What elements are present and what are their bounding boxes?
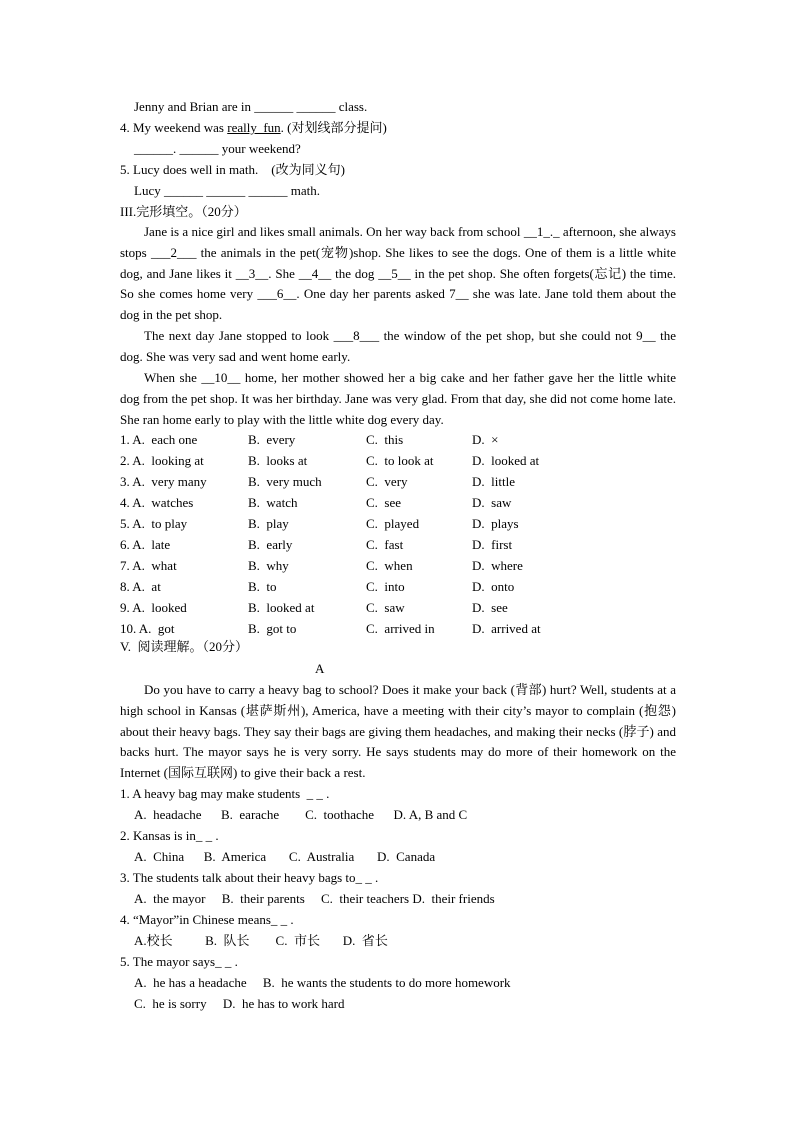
option-d: D. onto	[472, 579, 515, 594]
reading-question: 4. “Mayor”in Chinese means_ _ .	[120, 912, 294, 927]
reading-options: A.校长 B. 队长 C. 市长 D. 省长	[134, 933, 388, 948]
section-5-heading: V. 阅读理解。（20分）	[120, 639, 248, 654]
q4-instruction: . (对划线部分提问)	[280, 120, 387, 135]
reading-passage: Do you have to carry a heavy bag to school? Does it make your back (背部) hurt? Well, students at a high school in Kansas (堪萨斯州), America, have a meeting with their city’s mayor to complain (抱怨) about their heavy bags. They say their bags are giving them headaches, and making their necks (脖子) and backs hurt. The mayor says he is very sorry. He says students may do more of their homework on the Internet (国际互联网) to give their back a rest.	[120, 682, 676, 781]
reading-question: 5. The mayor says_ _ .	[120, 954, 238, 969]
option-d: D. saw	[472, 495, 512, 510]
reading-options: A. China B. America C. Australia D. Canada	[134, 849, 436, 864]
reading-question: 1. A heavy bag may make students _ _ .	[120, 786, 330, 801]
reading-options: C. he is sorry D. he has to work hard	[134, 996, 345, 1011]
option-n: 2. A. looking at	[120, 453, 204, 468]
option-c: C. see	[366, 495, 402, 510]
option-b: B. watch	[248, 495, 298, 510]
reading-options: A. he has a headache B. he wants the students to do more homework	[134, 975, 511, 990]
option-c: C. to look at	[366, 453, 434, 468]
q5-answer-line: Lucy ______ ______ ______ math.	[134, 183, 320, 198]
option-d: D. little	[472, 474, 515, 489]
option-n: 1. A. each one	[120, 432, 198, 447]
option-n: 6. A. late	[120, 537, 171, 552]
option-d: D. first	[472, 537, 513, 552]
option-n: 8. A. at	[120, 579, 161, 594]
option-b: B. to	[248, 579, 277, 594]
cloze-paragraph-3: When she __10__ home, her mother showed her a big cake and her father gave her the little white dog from the pet shop. It was her birthday. Jane was very glad. From that day, she did not come home late. She ran home early to play with the little white dog every day.	[120, 370, 676, 427]
option-b: B. play	[248, 516, 289, 531]
option-n: 9. A. looked	[120, 600, 187, 615]
option-b: B. very much	[248, 474, 322, 489]
reading-question: 3. The students talk about their heavy bags to_ _ .	[120, 870, 379, 885]
option-c: C. when	[366, 558, 413, 573]
question-4	[120, 120, 387, 136]
passage-title: A	[315, 661, 325, 676]
option-c: C. arrived in	[366, 621, 435, 636]
q4-underlined: really fun	[227, 120, 281, 135]
option-d: D. arrived at	[472, 621, 541, 636]
option-b: B. every	[248, 432, 296, 447]
q4-text: 4. My weekend was	[120, 120, 228, 135]
option-n: 10. A. got	[120, 621, 175, 636]
option-n: 7. A. what	[120, 558, 177, 573]
option-c: C. this	[366, 432, 404, 447]
reading-options: A. headache B. earache C. toothache D. A, B and C	[134, 807, 468, 822]
section-3-heading: III.完形填空。（20分）	[120, 204, 247, 219]
option-c: C. very	[366, 474, 408, 489]
option-d: D. ×	[472, 432, 499, 447]
option-n: 4. A. watches	[120, 495, 194, 510]
q4-answer-line: ______. ______ your weekend?	[134, 141, 301, 156]
option-n: 5. A. to play	[120, 516, 188, 531]
option-n: 3. A. very many	[120, 474, 207, 489]
fill-in-line: Jenny and Brian are in ______ ______ class.	[134, 99, 368, 114]
reading-question: 2. Kansas is in_ _ .	[120, 828, 219, 843]
option-b: B. looked at	[248, 600, 315, 615]
option-c: C. into	[366, 579, 405, 594]
option-b: B. early	[248, 537, 293, 552]
option-c: C. saw	[366, 600, 405, 615]
cloze-paragraph-1: Jane is a nice girl and likes small animals. On her way back from school __1_._ afternoon, she always stops ___2___ the animals in the pet(宠物)shop. She likes to see the dogs. One of them is a little white dog, and Jane likes it __3__. She __4__ the dog __5__ in the pet shop. She often forgets(忘记) the time. So she comes home very ___6__. One day her parents asked 7__ she was late. Jane told them about the dog in the pet shop.	[120, 224, 676, 323]
option-b: B. got to	[248, 621, 297, 636]
option-d: D. looked at	[472, 453, 540, 468]
option-d: D. see	[472, 600, 508, 615]
option-d: D. where	[472, 558, 523, 573]
reading-options: A. the mayor B. their parents C. their teachers D. their friends	[134, 891, 495, 906]
option-b: B. why	[248, 558, 289, 573]
option-c: C. fast	[366, 537, 404, 552]
option-d: D. plays	[472, 516, 519, 531]
question-5: 5. Lucy does well in math. (改为同义句)	[120, 162, 345, 177]
option-c: C. played	[366, 516, 420, 531]
option-b: B. looks at	[248, 453, 308, 468]
cloze-paragraph-2: The next day Jane stopped to look ___8___ the window of the pet shop, but she could not 9__ the dog. She was very sad and went home early.	[120, 328, 676, 364]
